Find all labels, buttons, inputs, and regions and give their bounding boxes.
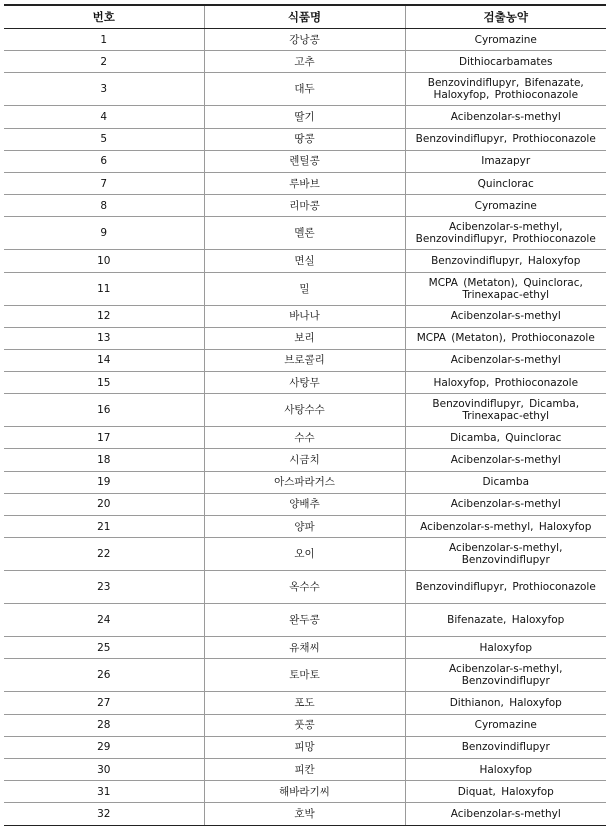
row-number: 30 bbox=[4, 758, 204, 780]
row-number: 13 bbox=[4, 327, 204, 349]
row-number: 18 bbox=[4, 449, 204, 471]
header-number: 번호 bbox=[4, 5, 204, 29]
row-number: 7 bbox=[4, 172, 204, 194]
table-row bbox=[4, 128, 606, 150]
row-number: 12 bbox=[4, 305, 204, 327]
pesticide-cell: Haloxyfop, Prothioconazole bbox=[405, 372, 606, 394]
pesticide-cell: Cyromazine bbox=[405, 714, 606, 736]
table-row bbox=[4, 150, 606, 172]
table-row bbox=[4, 250, 606, 272]
food-name-cell: 대두 bbox=[204, 73, 405, 106]
row-number: 15 bbox=[4, 372, 204, 394]
row-number: 26 bbox=[4, 659, 204, 692]
pesticide-cell: MCPA (Metaton), Quinclorac, Trinexapac-ethyl bbox=[405, 272, 606, 305]
food-name-cell: 유채씨 bbox=[204, 637, 405, 659]
pesticide-cell: Acibenzolar-s-methyl bbox=[405, 305, 606, 327]
food-name-cell: 아스파라거스 bbox=[204, 471, 405, 493]
pesticide-cell: Benzovindiflupyr, Haloxyfop bbox=[405, 250, 606, 272]
pesticide-cell: Cyromazine bbox=[405, 29, 606, 51]
food-name-cell: 수수 bbox=[204, 427, 405, 449]
table-row bbox=[4, 493, 606, 515]
pesticide-cell: Cyromazine bbox=[405, 195, 606, 217]
pesticide-cell: Dithianon, Haloxyfop bbox=[405, 692, 606, 714]
pesticide-cell: Haloxyfop bbox=[405, 758, 606, 780]
food-name-cell: 사탕무 bbox=[204, 372, 405, 394]
row-number: 5 bbox=[4, 128, 204, 150]
food-name-cell: 강낭콩 bbox=[204, 29, 405, 51]
table-row bbox=[4, 106, 606, 128]
row-number: 2 bbox=[4, 51, 204, 73]
food-name-cell: 바나나 bbox=[204, 305, 405, 327]
pesticide-cell: Acibenzolar-s-methyl, Haloxyfop bbox=[405, 516, 606, 538]
row-number: 14 bbox=[4, 349, 204, 371]
pesticide-cell: Bifenazate, Haloxyfop bbox=[405, 604, 606, 637]
table-row bbox=[4, 172, 606, 194]
food-name-cell: 피칸 bbox=[204, 758, 405, 780]
table-row bbox=[4, 305, 606, 327]
row-number: 9 bbox=[4, 217, 204, 250]
pesticide-cell: Benzovindiflupyr, Dicamba, Trinexapac-ethyl bbox=[405, 394, 606, 427]
pesticide-cell: Benzovindiflupyr, Bifenazate, Haloxyfop, Prothioconazole bbox=[405, 73, 606, 106]
pesticide-cell: Dicamba bbox=[405, 471, 606, 493]
pesticide-cell: Benzovindiflupyr, Prothioconazole bbox=[405, 128, 606, 150]
pesticide-cell: Benzovindiflupyr, Prothioconazole bbox=[405, 571, 606, 604]
row-number: 20 bbox=[4, 493, 204, 515]
food-name-cell: 오이 bbox=[204, 538, 405, 571]
table-row bbox=[4, 427, 606, 449]
table-row bbox=[4, 449, 606, 471]
header-detected-pesticide: 검출농약 bbox=[405, 5, 606, 29]
food-name-cell: 양파 bbox=[204, 516, 405, 538]
table-row bbox=[4, 692, 606, 714]
table-row bbox=[4, 604, 606, 637]
food-name-cell: 완두콩 bbox=[204, 604, 405, 637]
food-name-cell: 옥수수 bbox=[204, 571, 405, 604]
table-row bbox=[4, 516, 606, 538]
food-name-cell: 보리 bbox=[204, 327, 405, 349]
row-number: 11 bbox=[4, 272, 204, 305]
food-name-cell: 고추 bbox=[204, 51, 405, 73]
row-number: 8 bbox=[4, 195, 204, 217]
food-name-cell: 면실 bbox=[204, 250, 405, 272]
table-row bbox=[4, 272, 606, 305]
pesticide-cell: Acibenzolar-s-methyl bbox=[405, 493, 606, 515]
row-number: 24 bbox=[4, 604, 204, 637]
row-number: 28 bbox=[4, 714, 204, 736]
pesticide-table bbox=[4, 4, 606, 826]
table-row bbox=[4, 217, 606, 250]
food-name-cell: 해바라기씨 bbox=[204, 781, 405, 803]
pesticide-cell: Acibenzolar-s-methyl bbox=[405, 449, 606, 471]
row-number: 4 bbox=[4, 106, 204, 128]
table-row bbox=[4, 327, 606, 349]
pesticide-cell: MCPA (Metaton), Prothioconazole bbox=[405, 327, 606, 349]
food-name-cell: 피망 bbox=[204, 736, 405, 758]
table-body bbox=[4, 29, 606, 826]
pesticide-cell: Acibenzolar-s-methyl bbox=[405, 106, 606, 128]
row-number: 17 bbox=[4, 427, 204, 449]
food-name-cell: 렌틸콩 bbox=[204, 150, 405, 172]
pesticide-cell: Acibenzolar-s-methyl bbox=[405, 349, 606, 371]
pesticide-cell: Diquat, Haloxyfop bbox=[405, 781, 606, 803]
row-number: 19 bbox=[4, 471, 204, 493]
table-row bbox=[4, 758, 606, 780]
food-name-cell: 딸기 bbox=[204, 106, 405, 128]
row-number: 6 bbox=[4, 150, 204, 172]
table-row bbox=[4, 394, 606, 427]
pesticide-cell: Benzovindiflupyr bbox=[405, 736, 606, 758]
pesticide-cell: Dicamba, Quinclorac bbox=[405, 427, 606, 449]
pesticide-cell: Haloxyfop bbox=[405, 637, 606, 659]
row-number: 16 bbox=[4, 394, 204, 427]
pesticide-cell: Acibenzolar-s-methyl bbox=[405, 803, 606, 825]
table-row bbox=[4, 637, 606, 659]
food-name-cell: 리마콩 bbox=[204, 195, 405, 217]
table-row bbox=[4, 803, 606, 825]
food-name-cell: 땅콩 bbox=[204, 128, 405, 150]
row-number: 27 bbox=[4, 692, 204, 714]
table-row bbox=[4, 51, 606, 73]
table-row bbox=[4, 736, 606, 758]
food-name-cell: 밀 bbox=[204, 272, 405, 305]
pesticide-cell: Imazapyr bbox=[405, 150, 606, 172]
table-row bbox=[4, 538, 606, 571]
table-row bbox=[4, 372, 606, 394]
food-name-cell: 포도 bbox=[204, 692, 405, 714]
pesticide-cell: Quinclorac bbox=[405, 172, 606, 194]
table-row bbox=[4, 73, 606, 106]
pesticide-cell: Acibenzolar-s-methyl, Benzovindiflupyr, Prothioconazole bbox=[405, 217, 606, 250]
row-number: 25 bbox=[4, 637, 204, 659]
table-row bbox=[4, 471, 606, 493]
table-row bbox=[4, 195, 606, 217]
row-number: 29 bbox=[4, 736, 204, 758]
table-row bbox=[4, 571, 606, 604]
food-name-cell: 호박 bbox=[204, 803, 405, 825]
food-name-cell: 시금치 bbox=[204, 449, 405, 471]
pesticide-cell: Acibenzolar-s-methyl, Benzovindiflupyr bbox=[405, 659, 606, 692]
table-row bbox=[4, 781, 606, 803]
food-name-cell: 양배추 bbox=[204, 493, 405, 515]
row-number: 3 bbox=[4, 73, 204, 106]
row-number: 32 bbox=[4, 803, 204, 825]
table-row bbox=[4, 29, 606, 51]
header-food-name: 식품명 bbox=[204, 5, 405, 29]
row-number: 22 bbox=[4, 538, 204, 571]
table-row bbox=[4, 349, 606, 371]
table-row bbox=[4, 659, 606, 692]
food-name-cell: 토마토 bbox=[204, 659, 405, 692]
food-name-cell: 브로콜리 bbox=[204, 349, 405, 371]
row-number: 1 bbox=[4, 29, 204, 51]
pesticide-cell: Dithiocarbamates bbox=[405, 51, 606, 73]
row-number: 21 bbox=[4, 516, 204, 538]
table-row bbox=[4, 714, 606, 736]
row-number: 31 bbox=[4, 781, 204, 803]
food-name-cell: 멜론 bbox=[204, 217, 405, 250]
pesticide-cell: Acibenzolar-s-methyl, Benzovindiflupyr bbox=[405, 538, 606, 571]
food-name-cell: 사탕수수 bbox=[204, 394, 405, 427]
row-number: 10 bbox=[4, 250, 204, 272]
food-name-cell: 루바브 bbox=[204, 172, 405, 194]
food-name-cell: 풋콩 bbox=[204, 714, 405, 736]
table-header-row bbox=[4, 5, 606, 29]
row-number: 23 bbox=[4, 571, 204, 604]
